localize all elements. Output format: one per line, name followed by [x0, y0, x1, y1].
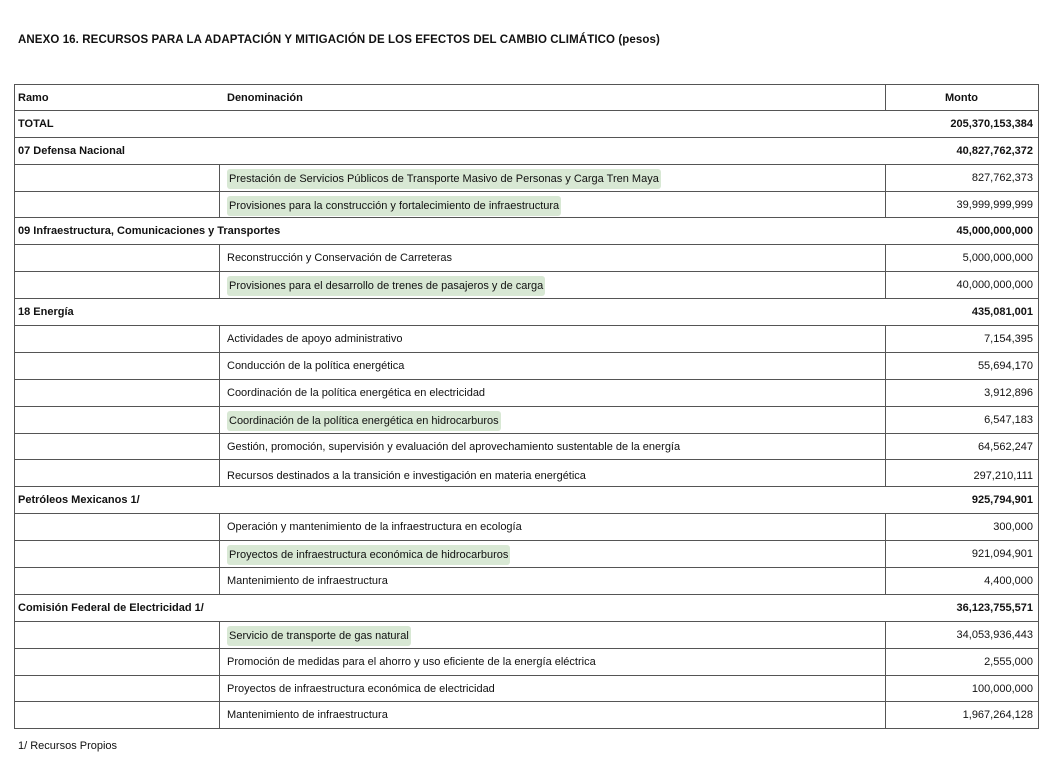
budget-table [14, 84, 1039, 729]
column-divider [219, 622, 220, 648]
ramo-cell: Petróleos Mexicanos 1/ [18, 494, 140, 507]
table-row [14, 272, 1039, 299]
denominacion-cell: Actividades de apoyo administrativo [227, 333, 403, 346]
table-row [14, 434, 1039, 461]
table-group-row [14, 138, 1039, 165]
denominacion-cell: Gestión, promoción, supervisión y evaluación del aprovechamiento sustentable de la energía [227, 440, 681, 453]
monto-cell: 34,053,936,443 [956, 628, 1033, 641]
column-divider [219, 165, 220, 191]
table-row [14, 649, 1039, 676]
monto-cell: 36,123,755,571 [956, 601, 1033, 614]
denominacion-cell: Proyectos de infraestructura económica de electricidad [227, 682, 495, 695]
monto-cell: 925,794,901 [971, 494, 1033, 507]
monto-cell: 40,827,762,372 [956, 144, 1033, 157]
table-row [14, 407, 1039, 434]
monto-cell: 45,000,000,000 [956, 225, 1033, 238]
table-row [14, 514, 1039, 541]
header-monto: Monto [945, 92, 978, 104]
denominacion-cell: Provisiones para la construcción y fortalecimiento de infraestructura [227, 196, 561, 216]
monto-cell: 5,000,000,000 [962, 252, 1033, 265]
monto-cell: 921,094,901 [971, 548, 1033, 561]
column-divider [885, 568, 886, 594]
monto-cell: 55,694,170 [977, 359, 1033, 372]
column-divider [885, 380, 886, 406]
ramo-cell: TOTAL [18, 117, 54, 130]
table-row [14, 245, 1039, 272]
denominacion-cell: Mantenimiento de infraestructura [227, 709, 388, 722]
monto-cell: 3,912,896 [984, 386, 1033, 399]
table-group-row [14, 487, 1039, 514]
ramo-cell: 18 Energía [18, 306, 74, 319]
column-divider [219, 568, 220, 594]
column-divider [885, 85, 886, 110]
column-divider [885, 702, 886, 728]
monto-cell: 7,154,395 [984, 333, 1033, 346]
monto-cell: 64,562,247 [977, 440, 1033, 453]
table-row [14, 165, 1039, 192]
denominacion-cell: Promoción de medidas para el ahorro y uso eficiente de la energía eléctrica [227, 655, 596, 668]
denominacion-cell: Operación y mantenimiento de la infraestructura en ecología [227, 521, 522, 534]
table-row [14, 353, 1039, 380]
column-divider [885, 434, 886, 460]
ramo-cell: 09 Infraestructura, Comunicaciones y Transportes [18, 225, 281, 238]
column-divider [885, 192, 886, 218]
column-divider [885, 541, 886, 567]
column-divider [885, 514, 886, 540]
denominacion-cell: Coordinación de la política energética en electricidad [227, 386, 486, 399]
column-divider [219, 272, 220, 298]
column-divider [885, 353, 886, 379]
table-row [14, 541, 1039, 568]
column-divider [219, 676, 220, 702]
table-row [14, 702, 1039, 729]
column-divider [885, 245, 886, 271]
table-group-row [14, 595, 1039, 622]
column-divider [219, 407, 220, 433]
denominacion-cell: Conducción de la política energética [227, 359, 405, 372]
column-divider [219, 245, 220, 271]
denominacion-cell: Proyectos de infraestructura económica de hidrocarburos [227, 545, 510, 565]
column-divider [219, 460, 220, 486]
column-divider [885, 272, 886, 298]
column-divider [885, 326, 886, 352]
monto-cell: 39,999,999,999 [956, 198, 1033, 211]
column-divider [885, 460, 886, 486]
table-row [14, 568, 1039, 595]
table-row [14, 326, 1039, 353]
column-divider [885, 407, 886, 433]
denominacion-cell: Coordinación de la política energética en hidrocarburos [227, 411, 501, 431]
monto-cell: 4,400,000 [984, 575, 1033, 588]
denominacion-cell: Servicio de transporte de gas natural [227, 626, 411, 646]
column-divider [219, 541, 220, 567]
table-row [14, 380, 1039, 407]
document-title: ANEXO 16. RECURSOS PARA LA ADAPTACIÓN Y MITIGACIÓN DE LOS EFECTOS DEL CAMBIO CLIMÁTICO (pesos) [18, 34, 660, 46]
table-group-row [14, 111, 1039, 138]
monto-cell: 205,370,153,384 [950, 117, 1033, 130]
monto-cell: 100,000,000 [971, 682, 1033, 695]
footnote: 1/ Recursos Propios [18, 740, 118, 752]
monto-cell: 435,081,001 [971, 306, 1033, 319]
table-body [14, 111, 1039, 729]
table-row [14, 460, 1039, 487]
monto-cell: 300,000 [993, 521, 1033, 534]
monto-cell: 297,210,111 [973, 470, 1033, 483]
table-row [14, 622, 1039, 649]
column-divider [885, 649, 886, 675]
column-divider [219, 380, 220, 406]
column-divider [219, 326, 220, 352]
table-group-row [14, 299, 1039, 326]
column-divider [219, 514, 220, 540]
monto-cell: 40,000,000,000 [956, 279, 1033, 292]
ramo-cell: Comisión Federal de Electricidad 1/ [18, 601, 204, 614]
column-divider [885, 622, 886, 648]
denominacion-cell: Reconstrucción y Conservación de Carreteras [227, 252, 452, 265]
header-denominacion: Denominación [227, 92, 303, 104]
column-divider [219, 192, 220, 218]
denominacion-cell: Recursos destinados a la transición e investigación en materia energética [227, 470, 586, 483]
table-header-row [14, 84, 1039, 111]
monto-cell: 1,967,264,128 [962, 709, 1033, 722]
header-ramo: Ramo [18, 92, 49, 104]
column-divider [885, 676, 886, 702]
column-divider [219, 702, 220, 728]
denominacion-cell: Prestación de Servicios Públicos de Transporte Masivo de Personas y Carga Tren Maya [227, 169, 661, 189]
denominacion-cell: Mantenimiento de infraestructura [227, 575, 388, 588]
table-group-row [14, 218, 1039, 245]
column-divider [219, 649, 220, 675]
table-row [14, 676, 1039, 703]
ramo-cell: 07 Defensa Nacional [18, 144, 125, 157]
denominacion-cell: Provisiones para el desarrollo de trenes de pasajeros y de carga [227, 276, 545, 296]
column-divider [219, 353, 220, 379]
monto-cell: 6,547,183 [984, 413, 1033, 426]
table-row [14, 192, 1039, 219]
monto-cell: 827,762,373 [971, 171, 1033, 184]
column-divider [219, 434, 220, 460]
monto-cell: 2,555,000 [984, 655, 1033, 668]
column-divider [885, 165, 886, 191]
